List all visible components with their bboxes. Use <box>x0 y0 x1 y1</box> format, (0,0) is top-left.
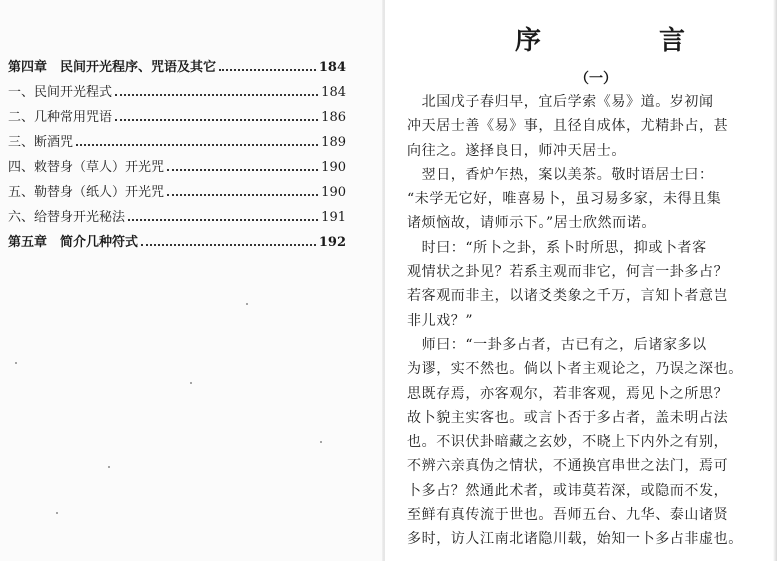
toc-leader-dots <box>219 68 316 71</box>
toc-leader-dots <box>167 168 318 171</box>
preface-subtitle: （一） <box>575 71 617 87</box>
toc-section-1[interactable] <box>8 80 346 105</box>
toc-entry-title: 六、给替身开光秘法 <box>8 210 126 225</box>
preface-line: 也。不识伏卦暗藏之玄妙，不晓上下内外之有别， <box>407 434 729 451</box>
preface-title-char: 序 <box>515 26 542 56</box>
scan-speck <box>108 466 110 468</box>
preface-line: 若客观而非主，以诸爻类象之千万，言知卜者意岂 <box>407 288 729 305</box>
toc-section-5[interactable] <box>8 180 346 205</box>
toc-leader-dots <box>76 143 318 146</box>
preface-title-char: 言 <box>658 26 685 56</box>
preface-line: 师曰：“一卦多占者，古已有之，后诸家多以 <box>407 336 707 353</box>
preface-line: 翌日，香炉乍热，案以美茶。敬时语居士曰： <box>407 166 714 183</box>
preface-line: 思既存焉，亦客观尔，若非客观，焉见卜之所思？ <box>407 385 729 402</box>
scan-speck <box>190 382 192 384</box>
toc-leader-dots <box>115 118 318 121</box>
preface-line: 为谬，实不然也。倘以卜者主观论之，乃误之深也。 <box>407 361 743 378</box>
toc-section-2[interactable] <box>8 105 346 130</box>
toc-entry-page: 186 <box>321 110 346 125</box>
toc-leader-dots <box>141 243 316 246</box>
toc-leader-dots <box>115 93 318 96</box>
toc-entry-title: 五、勒替身（纸人）开光咒 <box>8 185 165 200</box>
toc-entry-title: 四、敕替身（草人）开光咒 <box>8 160 165 175</box>
preface-line: 时曰：“所卜之卦，系卜时所思，抑或卜者客 <box>407 239 707 256</box>
toc-entry-title: 一、民间开光程式 <box>8 85 113 100</box>
toc-entry-page: 190 <box>321 185 346 200</box>
scan-speck <box>246 303 248 305</box>
preface-line: 观情状之卦见？若系主观而非它，何言一卦多占？ <box>407 264 729 281</box>
preface-line: 卜多占？然通此术者，或讳莫若深，或隐而不发， <box>407 482 729 499</box>
preface-line: 冲天居士善《易》事，且径自成体，尤精卦占，甚 <box>407 118 729 135</box>
right-page <box>385 0 777 561</box>
toc-section-6[interactable] <box>8 205 346 230</box>
left-page <box>0 0 385 561</box>
toc-entry-page: 191 <box>321 210 346 225</box>
scan-speck <box>56 512 58 514</box>
toc-entry-title: 第五章 简介几种符式 <box>8 235 139 250</box>
preface-line: 不辨六亲真伪之情状，不通换宫串世之法门，焉可 <box>407 458 729 475</box>
table-of-contents <box>8 55 346 255</box>
preface-line: 至鲜有真传流于世也。吾师五台、九华、泰山诸贤 <box>407 507 729 524</box>
toc-chapter-5[interactable] <box>8 230 346 255</box>
toc-section-3[interactable] <box>8 130 346 155</box>
scan-speck <box>15 362 17 364</box>
toc-leader-dots <box>167 193 318 196</box>
toc-entry-page: 184 <box>321 85 346 100</box>
scan-speck <box>320 441 322 443</box>
preface-body <box>407 90 767 552</box>
toc-entry-title: 三、断酒咒 <box>8 135 74 150</box>
preface-line: 向往之。遂择良日，师冲天居士。 <box>407 142 626 159</box>
toc-leader-dots <box>128 218 318 221</box>
preface-line: 多时，访人江南北诸隐川载，始知一卜多占非虚也。 <box>407 531 743 548</box>
preface-title <box>515 20 685 57</box>
preface-line: 非儿戏？” <box>407 312 474 329</box>
toc-section-4[interactable] <box>8 155 346 180</box>
toc-entry-page: 192 <box>318 235 346 250</box>
toc-entry-page: 184 <box>318 60 346 75</box>
preface-line: 北国戊子春归早，宜后学索《易》道。岁初闻 <box>407 94 714 110</box>
preface-line: 故卜貌主实客也。或言卜否于多占者，盖未明占法 <box>407 409 729 426</box>
toc-entry-page: 189 <box>321 135 346 150</box>
toc-entry-page: 190 <box>321 160 346 175</box>
toc-entry-title: 第四章 民间开光程序、咒语及其它 <box>8 60 217 75</box>
preface-line: 诸烦恼故，请师示下。”居士欣然而诺。 <box>407 215 656 232</box>
toc-entry-title: 二、几种常用咒语 <box>8 110 113 125</box>
preface-line: “未学无它好，唯喜易卜，虽习易多家，未得且集 <box>407 191 722 208</box>
page-edge <box>773 0 777 561</box>
toc-chapter-4[interactable] <box>8 55 346 80</box>
